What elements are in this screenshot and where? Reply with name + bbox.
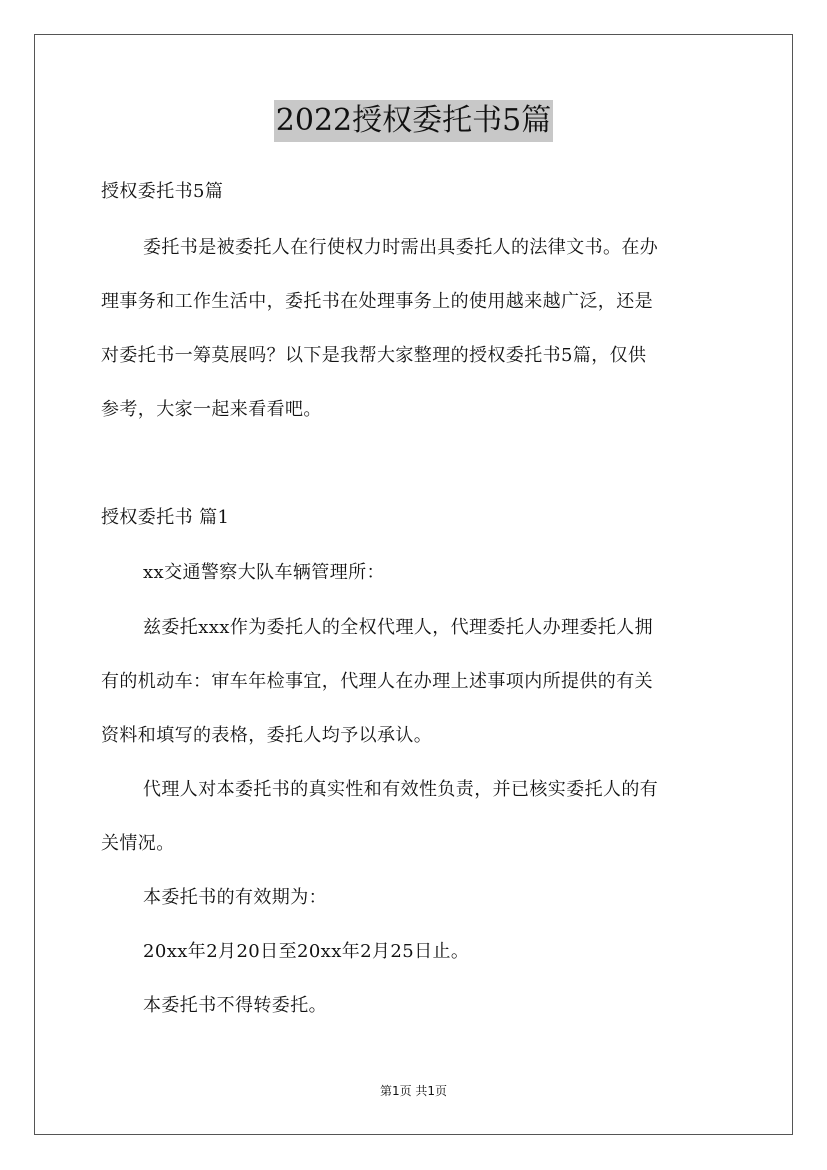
no-transfer-clause: 本委托书不得转委托。: [143, 995, 327, 1016]
intro-line-3: 对委托书一筹莫展吗？以下是我帮大家整理的授权委托书5篇，仅供: [101, 345, 647, 366]
validity-label: 本委托书的有效期为：: [143, 887, 327, 908]
intro-line-2: 理事务和工作生活中，委托书在处理事务上的使用越来越广泛，还是: [101, 291, 653, 312]
document-title: 2022授权委托书5篇: [274, 100, 553, 142]
document-subtitle: 授权委托书5篇: [101, 181, 224, 202]
validity-dates: 20xx年2月20日至20xx年2月25日止。: [143, 941, 470, 962]
para1-line-3: 资料和填写的表格，委托人均予以承认。: [101, 725, 433, 746]
para2-line-1: 代理人对本委托书的真实性和有效性负责，并已核实委托人的有: [143, 779, 659, 800]
addressee: xx交通警察大队车辆管理所：: [143, 562, 385, 583]
page-footer: 第1页 共1页: [379, 1084, 448, 1098]
intro-line-4: 参考，大家一起来看看吧。: [101, 399, 322, 420]
para1-line-1: 兹委托xxx作为委托人的全权代理人，代理委托人办理委托人拥: [143, 617, 654, 638]
para2-line-2: 关情况。: [101, 833, 175, 854]
section-heading: 授权委托书 篇1: [101, 507, 230, 528]
intro-line-1: 委托书是被委托人在行使权力时需出具委托人的法律文书。在办: [143, 237, 659, 258]
para1-line-2: 有的机动车：审车年检事宜，代理人在办理上述事项内所提供的有关: [101, 671, 653, 692]
title-container: [0, 100, 827, 142]
